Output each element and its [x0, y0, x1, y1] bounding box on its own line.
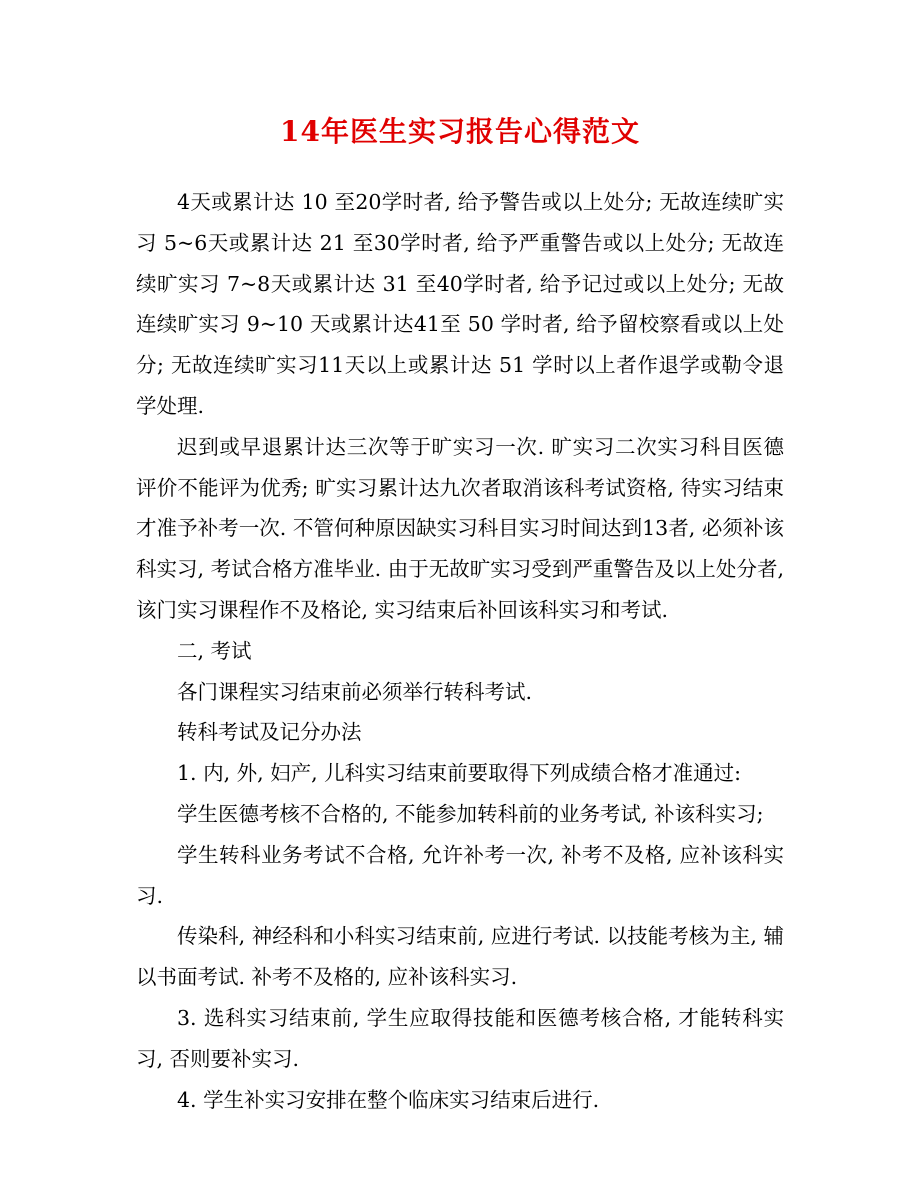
paragraph-absence-penalties: 4天或累计达 10 至20学时者, 给予警告或以上处分; 无故连续旷实习 5~6天或累计达 21 至30学时者, 给予严重警告或以上处分; 无故连续旷实习 7~8天或累计达 31 至40学时者, 给予记过或以上处分; 无故连续旷实习 9~10 天或累计达41至 50 学时者, 给予留校察看或以上处分; 无故连续旷实习11天以上或累计达 51 学时以上者作退学或勒令退学处理.	[136, 190, 784, 418]
paragraph-tardiness-rules: 迟到或早退累计达三次等于旷实习一次. 旷实习二次实习科目医德评价不能评为优秀; 旷实习累计达九次者取消该科考试资格, 待实习结束才准予补考一次. 不管何种原因缺实习科目实习时间达到13者, 必须补该科实习, 考试合格方准毕业. 由于无故旷实习受到严重警告及以上处分者, 该门实习课程作不及格论, 实习结束后补回该科实习和考试.	[136, 434, 784, 622]
list-item-4: 4. 学生补实习安排在整个临床实习结束后进行.	[177, 1087, 600, 1112]
list-item-3: 3. 选科实习结束前, 学生应取得技能和医德考核合格, 才能转科实习, 否则要补实习.	[136, 1005, 784, 1071]
paragraph-ethics-assessment: 学生医德考核不合格的, 不能参加转科前的业务考试, 补该科实习;	[177, 801, 764, 826]
list-item-1: 1. 内, 外, 妇产, 儿科实习结束前要取得下列成绩合格才准通过:	[177, 761, 742, 786]
paragraph-infectious-neuro: 传染科, 神经科和小科实习结束前, 应进行考试. 以技能考核为主, 辅以书面考试. 补考不及格的, 应补该科实习.	[136, 924, 784, 990]
document-body	[136, 182, 784, 1120]
section-heading-exam: 二, 考试	[177, 638, 252, 663]
paragraph-makeup-exam: 学生转科业务考试不合格, 允许补考一次, 补考不及格, 应补该科实习.	[136, 842, 784, 908]
paragraph-exam-requirement: 各门课程实习结束前必须举行转科考试.	[177, 679, 533, 704]
document-title: 14年医生实习报告心得范文	[280, 115, 640, 148]
subheading-exam-scoring: 转科考试及记分办法	[177, 720, 362, 745]
